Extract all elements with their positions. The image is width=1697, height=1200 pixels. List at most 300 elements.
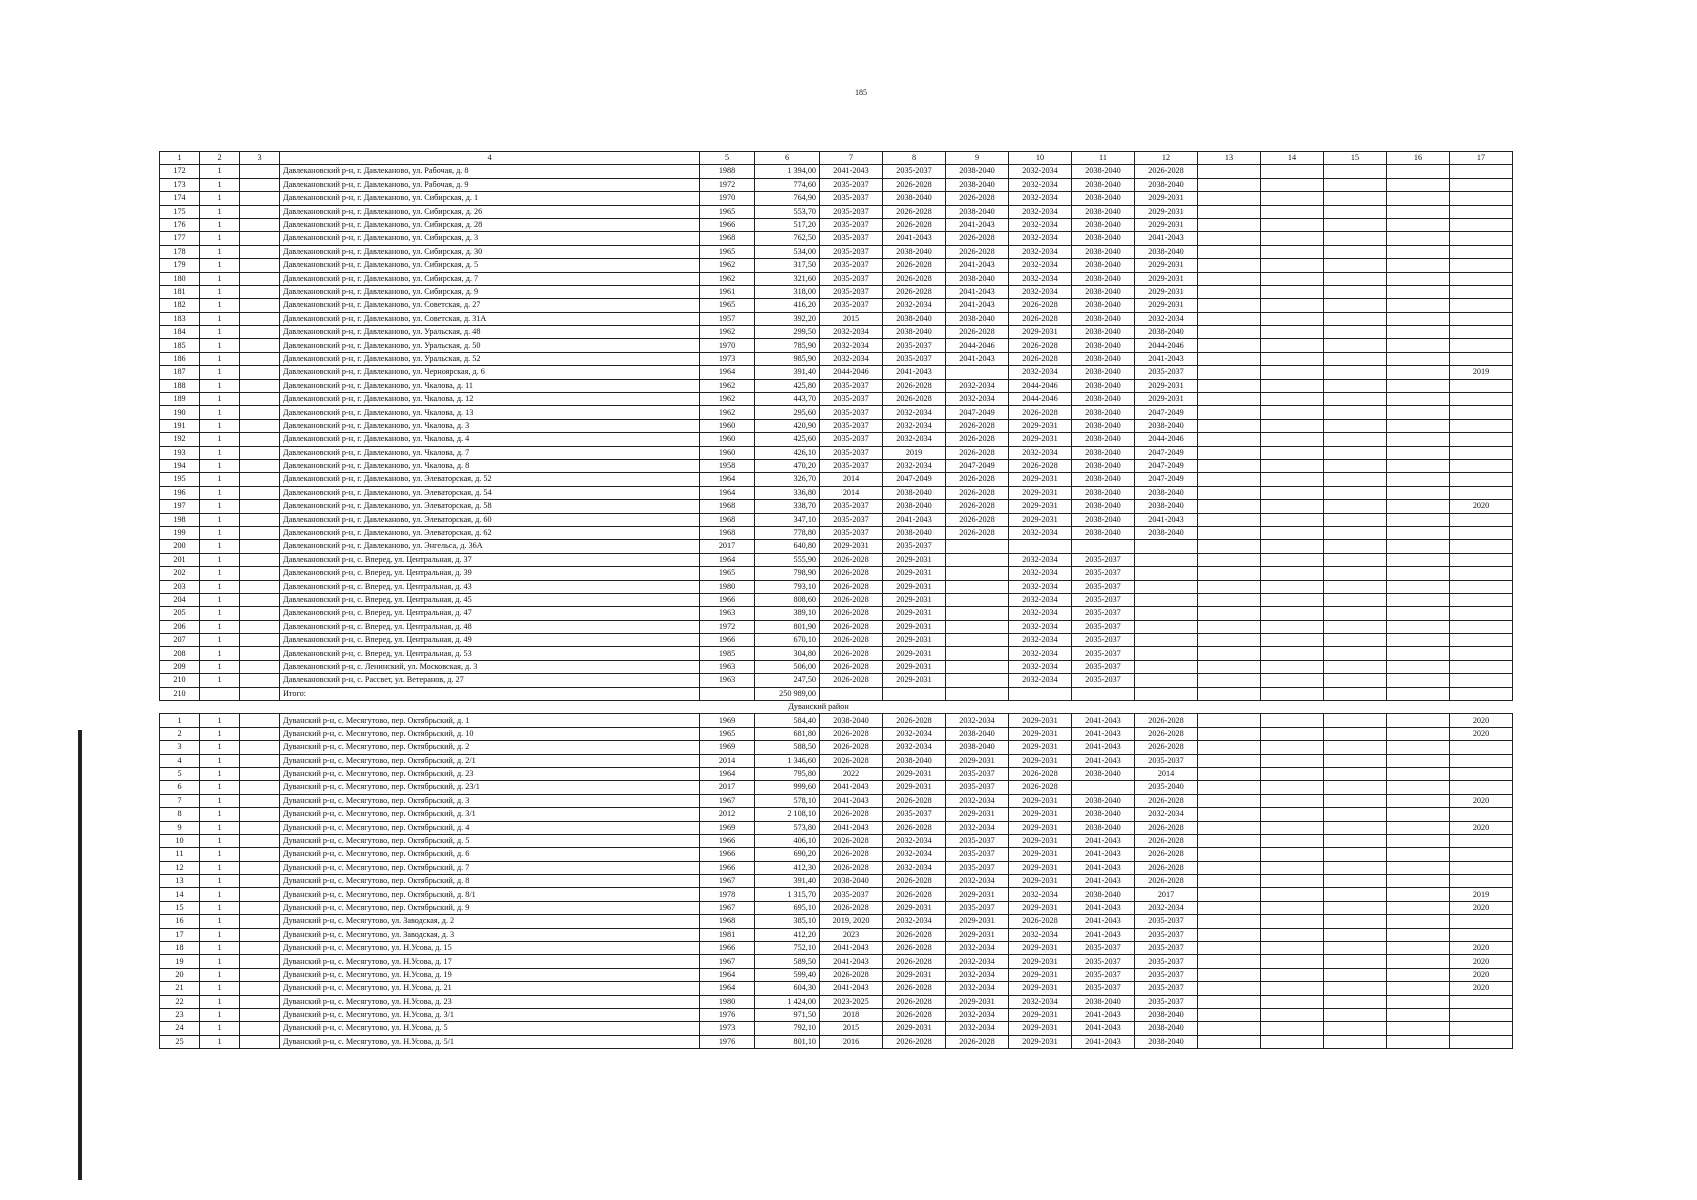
- address: Дуванский р-н, с. Месягутово, пер. Октябрьский, д. 3: [280, 794, 700, 807]
- period-10: 2029-2031: [1009, 727, 1072, 740]
- address: Дуванский р-н, с. Месягутово, пер. Октябрьский, д. 1: [280, 714, 700, 727]
- period-12: 2029-2031: [1135, 393, 1198, 406]
- col3-value: [240, 540, 280, 553]
- period-12: 2026-2028: [1135, 714, 1198, 727]
- period-11: 2038-2040: [1072, 272, 1135, 285]
- row-number: 195: [160, 473, 200, 486]
- row-number: 1: [160, 714, 200, 727]
- col3-value: [240, 366, 280, 379]
- period-10: 2032-2034: [1009, 526, 1072, 539]
- col2-value: 1: [200, 1022, 240, 1035]
- row-number: 189: [160, 393, 200, 406]
- period-9: 2041-2043: [946, 352, 1009, 365]
- area: 971,50: [755, 1009, 820, 1022]
- col3-value: [240, 580, 280, 593]
- build-year: 1988: [700, 165, 755, 178]
- period-9: 2038-2040: [946, 727, 1009, 740]
- col3-value: [240, 754, 280, 767]
- area: 774,60: [755, 178, 820, 191]
- row-number: 204: [160, 593, 200, 606]
- period-10: 2032-2034: [1009, 674, 1072, 687]
- address: Давлекановский р-н, г. Давлеканово, ул. Сибирская, д. 26: [280, 205, 700, 218]
- period-7: 2014: [820, 473, 883, 486]
- period-7: 2035-2037: [820, 272, 883, 285]
- address: Давлекановский р-н, г. Давлеканово, ул. Чкалова, д. 13: [280, 406, 700, 419]
- period-8: 2029-2031: [883, 1022, 946, 1035]
- period-8: 2032-2034: [883, 741, 946, 754]
- total-col11: [1072, 687, 1135, 700]
- period-10: 2032-2034: [1009, 888, 1072, 901]
- period-8: 2026-2028: [883, 942, 946, 955]
- period-15: [1324, 808, 1387, 821]
- table-row: [160, 942, 1513, 955]
- period-17: 2020: [1450, 821, 1513, 834]
- period-17: [1450, 808, 1513, 821]
- period-14: [1261, 674, 1324, 687]
- address: Давлекановский р-н, г. Давлеканово, ул. Энгельса, д. 36А: [280, 540, 700, 553]
- address: Давлекановский р-н, г. Давлеканово, ул. Сибирская, д. 7: [280, 272, 700, 285]
- row-number: 190: [160, 406, 200, 419]
- period-12: 2032-2034: [1135, 808, 1198, 821]
- col2-value: 1: [200, 955, 240, 968]
- period-14: [1261, 299, 1324, 312]
- period-7: 2035-2037: [820, 406, 883, 419]
- period-9: 2032-2034: [946, 982, 1009, 995]
- period-16: [1387, 901, 1450, 914]
- period-12: [1135, 674, 1198, 687]
- period-16: [1387, 326, 1450, 339]
- period-7: 2026-2028: [820, 834, 883, 847]
- period-12: [1135, 540, 1198, 553]
- period-9: 2032-2034: [946, 942, 1009, 955]
- period-17: [1450, 299, 1513, 312]
- period-8: 2029-2031: [883, 647, 946, 660]
- period-16: [1387, 942, 1450, 955]
- table-row: [160, 393, 1513, 406]
- period-9: 2041-2043: [946, 259, 1009, 272]
- period-10: 2026-2028: [1009, 915, 1072, 928]
- period-11: [1072, 540, 1135, 553]
- col3-value: [240, 674, 280, 687]
- build-year: 1962: [700, 272, 755, 285]
- total-col10: [1009, 687, 1072, 700]
- period-15: [1324, 955, 1387, 968]
- area: 778,80: [755, 526, 820, 539]
- period-11: 2038-2040: [1072, 312, 1135, 325]
- period-8: 2035-2037: [883, 540, 946, 553]
- period-15: [1324, 1035, 1387, 1048]
- build-year: 1966: [700, 848, 755, 861]
- area: 506,00: [755, 660, 820, 673]
- area: 695,10: [755, 901, 820, 914]
- table-row: [160, 754, 1513, 767]
- build-year: 2012: [700, 808, 755, 821]
- period-14: [1261, 834, 1324, 847]
- col2-value: 1: [200, 312, 240, 325]
- period-13: [1198, 205, 1261, 218]
- col3-value: [240, 928, 280, 941]
- period-15: [1324, 245, 1387, 258]
- area: 1 424,00: [755, 995, 820, 1008]
- period-11: 2038-2040: [1072, 366, 1135, 379]
- period-10: 2029-2031: [1009, 861, 1072, 874]
- period-15: [1324, 620, 1387, 633]
- table-row: [160, 794, 1513, 807]
- col3-value: [240, 620, 280, 633]
- period-17: [1450, 928, 1513, 941]
- period-7: 2022: [820, 767, 883, 780]
- column-header-16: 16: [1387, 152, 1450, 165]
- build-year: 1964: [700, 473, 755, 486]
- period-8: 2041-2043: [883, 232, 946, 245]
- period-10: 2032-2034: [1009, 660, 1072, 673]
- period-12: 2026-2028: [1135, 741, 1198, 754]
- table-row: [160, 218, 1513, 231]
- period-10: 2029-2031: [1009, 326, 1072, 339]
- period-17: [1450, 419, 1513, 432]
- period-15: [1324, 406, 1387, 419]
- period-13: [1198, 232, 1261, 245]
- period-10: 2032-2034: [1009, 620, 1072, 633]
- period-7: 2026-2028: [820, 968, 883, 981]
- row-number: 184: [160, 326, 200, 339]
- period-16: [1387, 580, 1450, 593]
- address: Давлекановский р-н, г. Давлеканово, ул. Уральская, д. 50: [280, 339, 700, 352]
- build-year: 1966: [700, 861, 755, 874]
- period-15: [1324, 352, 1387, 365]
- period-14: [1261, 526, 1324, 539]
- period-17: [1450, 446, 1513, 459]
- row-number: 15: [160, 901, 200, 914]
- period-8: 2038-2040: [883, 245, 946, 258]
- col3-value: [240, 767, 280, 780]
- period-13: [1198, 754, 1261, 767]
- period-17: [1450, 526, 1513, 539]
- period-12: 2026-2028: [1135, 834, 1198, 847]
- period-13: [1198, 1035, 1261, 1048]
- period-12: 2047-2049: [1135, 459, 1198, 472]
- address: Давлекановский р-н, г. Давлеканово, ул. Чкалова, д. 4: [280, 433, 700, 446]
- period-14: [1261, 915, 1324, 928]
- period-11: 2038-2040: [1072, 285, 1135, 298]
- period-9: 2044-2046: [946, 339, 1009, 352]
- build-year: 1962: [700, 393, 755, 406]
- period-13: [1198, 968, 1261, 981]
- period-7: 2029-2031: [820, 540, 883, 553]
- table-row: [160, 339, 1513, 352]
- period-17: [1450, 647, 1513, 660]
- row-number: 17: [160, 928, 200, 941]
- period-8: 2026-2028: [883, 218, 946, 231]
- total-col7: [820, 687, 883, 700]
- area: 517,20: [755, 218, 820, 231]
- area: 690,20: [755, 848, 820, 861]
- address: Давлекановский р-н, с. Вперед, ул. Центральная, д. 45: [280, 593, 700, 606]
- period-16: [1387, 232, 1450, 245]
- period-15: [1324, 259, 1387, 272]
- period-9: 2032-2034: [946, 1022, 1009, 1035]
- period-12: 2032-2034: [1135, 901, 1198, 914]
- build-year: 1963: [700, 607, 755, 620]
- period-17: [1450, 834, 1513, 847]
- period-8: 2029-2031: [883, 567, 946, 580]
- area: 573,80: [755, 821, 820, 834]
- area: 785,90: [755, 339, 820, 352]
- period-10: 2029-2031: [1009, 1022, 1072, 1035]
- area: 589,50: [755, 955, 820, 968]
- period-9: 2029-2031: [946, 915, 1009, 928]
- period-10: 2032-2034: [1009, 165, 1072, 178]
- period-17: [1450, 486, 1513, 499]
- col2-value: 1: [200, 218, 240, 231]
- period-10: 2029-2031: [1009, 741, 1072, 754]
- col3-value: [240, 741, 280, 754]
- period-11: 2041-2043: [1072, 915, 1135, 928]
- period-16: [1387, 540, 1450, 553]
- period-11: 2038-2040: [1072, 339, 1135, 352]
- period-17: [1450, 272, 1513, 285]
- period-7: 2035-2037: [820, 232, 883, 245]
- period-17: [1450, 540, 1513, 553]
- row-number: 207: [160, 634, 200, 647]
- col3-value: [240, 607, 280, 620]
- period-12: [1135, 553, 1198, 566]
- period-9: 2035-2037: [946, 781, 1009, 794]
- period-13: [1198, 634, 1261, 647]
- build-year: 1966: [700, 634, 755, 647]
- table-row: [160, 1035, 1513, 1048]
- period-17: [1450, 848, 1513, 861]
- period-12: 2029-2031: [1135, 205, 1198, 218]
- address: Давлекановский р-н, г. Давлеканово, ул. Сибирская, д. 28: [280, 218, 700, 231]
- period-16: [1387, 982, 1450, 995]
- address: Давлекановский р-н, г. Давлеканово, ул. Элеваторская, д. 60: [280, 513, 700, 526]
- col3-value: [240, 781, 280, 794]
- area: 999,60: [755, 781, 820, 794]
- build-year: 1985: [700, 647, 755, 660]
- period-17: [1450, 995, 1513, 1008]
- col2-value: 1: [200, 272, 240, 285]
- period-16: [1387, 419, 1450, 432]
- period-13: [1198, 901, 1261, 914]
- period-13: [1198, 781, 1261, 794]
- period-12: 2038-2040: [1135, 500, 1198, 513]
- period-17: 2020: [1450, 942, 1513, 955]
- period-15: [1324, 995, 1387, 1008]
- period-7: 2035-2037: [820, 446, 883, 459]
- period-12: 2026-2028: [1135, 821, 1198, 834]
- col2-value: 1: [200, 473, 240, 486]
- period-8: 2029-2031: [883, 767, 946, 780]
- period-8: 2026-2028: [883, 1035, 946, 1048]
- col3-value: [240, 942, 280, 955]
- build-year: 1969: [700, 821, 755, 834]
- period-13: [1198, 379, 1261, 392]
- period-12: 2047-2049: [1135, 446, 1198, 459]
- row-number: 3: [160, 741, 200, 754]
- col3-value: [240, 259, 280, 272]
- period-12: 2041-2043: [1135, 352, 1198, 365]
- period-7: 2026-2028: [820, 861, 883, 874]
- period-9: [946, 366, 1009, 379]
- row-number: 6: [160, 781, 200, 794]
- table-row: [160, 888, 1513, 901]
- period-11: 2035-2037: [1072, 674, 1135, 687]
- col3-value: [240, 808, 280, 821]
- col3-value: [240, 513, 280, 526]
- period-10: 2029-2031: [1009, 794, 1072, 807]
- period-9: 2026-2028: [946, 500, 1009, 513]
- period-15: [1324, 660, 1387, 673]
- period-15: [1324, 607, 1387, 620]
- period-11: [1072, 781, 1135, 794]
- col2-value: 1: [200, 245, 240, 258]
- period-9: 2035-2037: [946, 861, 1009, 874]
- period-13: [1198, 1022, 1261, 1035]
- period-7: 2035-2037: [820, 245, 883, 258]
- period-12: 2038-2040: [1135, 419, 1198, 432]
- period-12: 2038-2040: [1135, 178, 1198, 191]
- total-col8: [883, 687, 946, 700]
- period-11: 2038-2040: [1072, 513, 1135, 526]
- period-15: [1324, 433, 1387, 446]
- period-11: 2035-2037: [1072, 968, 1135, 981]
- address: Давлекановский р-н, г. Давлеканово, ул. Чкалова, д. 12: [280, 393, 700, 406]
- total-col17: [1450, 687, 1513, 700]
- period-13: [1198, 955, 1261, 968]
- area: 336,80: [755, 486, 820, 499]
- col2-value: 1: [200, 660, 240, 673]
- table-row: [160, 968, 1513, 981]
- period-14: [1261, 218, 1324, 231]
- table-row: [160, 433, 1513, 446]
- table-row: [160, 459, 1513, 472]
- col3-value: [240, 995, 280, 1008]
- period-14: [1261, 794, 1324, 807]
- area: 584,40: [755, 714, 820, 727]
- period-15: [1324, 205, 1387, 218]
- col2-value: 1: [200, 794, 240, 807]
- period-17: 2020: [1450, 955, 1513, 968]
- period-12: 2035-2037: [1135, 995, 1198, 1008]
- period-9: [946, 647, 1009, 660]
- period-13: [1198, 513, 1261, 526]
- col2-value: 1: [200, 928, 240, 941]
- col3-value: [240, 299, 280, 312]
- col2-value: 1: [200, 714, 240, 727]
- row-number: 203: [160, 580, 200, 593]
- period-12: 2026-2028: [1135, 165, 1198, 178]
- table-row: [160, 995, 1513, 1008]
- period-17: 2019: [1450, 366, 1513, 379]
- period-10: 2032-2034: [1009, 218, 1072, 231]
- col3-value: [240, 875, 280, 888]
- build-year: 1962: [700, 406, 755, 419]
- period-14: [1261, 741, 1324, 754]
- address: Давлекановский р-н, г. Давлеканово, ул. Уральская, д. 48: [280, 326, 700, 339]
- total-col15: [1324, 687, 1387, 700]
- table-row: [160, 299, 1513, 312]
- period-11: 2038-2040: [1072, 446, 1135, 459]
- period-13: [1198, 473, 1261, 486]
- period-9: 2038-2040: [946, 741, 1009, 754]
- col2-value: 1: [200, 767, 240, 780]
- period-15: [1324, 767, 1387, 780]
- period-10: 2029-2031: [1009, 419, 1072, 432]
- col3-value: [240, 232, 280, 245]
- address: Дуванский р-н, с. Месягутово, пер. Октябрьский, д. 23/1: [280, 781, 700, 794]
- col3-value: [240, 486, 280, 499]
- period-14: [1261, 875, 1324, 888]
- period-8: 2038-2040: [883, 500, 946, 513]
- build-year: 1962: [700, 379, 755, 392]
- col3-value: [240, 660, 280, 673]
- period-13: [1198, 259, 1261, 272]
- address: Давлекановский р-н, г. Давлеканово, ул. Черноярская, д. 6: [280, 366, 700, 379]
- table-row: [160, 486, 1513, 499]
- period-14: [1261, 459, 1324, 472]
- col2-value: 1: [200, 834, 240, 847]
- period-17: [1450, 607, 1513, 620]
- column-header-8: 8: [883, 152, 946, 165]
- period-9: [946, 620, 1009, 633]
- table-row: [160, 647, 1513, 660]
- period-10: 2026-2028: [1009, 299, 1072, 312]
- period-9: 2035-2037: [946, 834, 1009, 847]
- row-number: 12: [160, 861, 200, 874]
- period-11: 2038-2040: [1072, 419, 1135, 432]
- col2-value: 1: [200, 419, 240, 432]
- period-17: 2020: [1450, 968, 1513, 981]
- period-11: 2038-2040: [1072, 218, 1135, 231]
- period-8: 2032-2034: [883, 433, 946, 446]
- period-16: [1387, 352, 1450, 365]
- area: 247,50: [755, 674, 820, 687]
- period-8: 2029-2031: [883, 580, 946, 593]
- period-12: 2035-2037: [1135, 366, 1198, 379]
- period-9: 2029-2031: [946, 995, 1009, 1008]
- period-17: [1450, 754, 1513, 767]
- col2-value: 1: [200, 326, 240, 339]
- period-10: 2032-2034: [1009, 593, 1072, 606]
- period-15: [1324, 218, 1387, 231]
- table-row: [160, 326, 1513, 339]
- build-year: 1960: [700, 446, 755, 459]
- table-row: [160, 205, 1513, 218]
- period-10: 2029-2031: [1009, 1035, 1072, 1048]
- period-12: [1135, 647, 1198, 660]
- period-9: 2041-2043: [946, 218, 1009, 231]
- period-8: 2026-2028: [883, 393, 946, 406]
- period-9: 2047-2049: [946, 459, 1009, 472]
- address: Давлекановский р-н, г. Давлеканово, ул. Элеваторская, д. 54: [280, 486, 700, 499]
- address: Давлекановский р-н, г. Давлеканово, ул. Советская, д. 31А: [280, 312, 700, 325]
- row-number: 13: [160, 875, 200, 888]
- period-15: [1324, 942, 1387, 955]
- period-11: 2038-2040: [1072, 299, 1135, 312]
- col3-value: [240, 205, 280, 218]
- build-year: 1964: [700, 366, 755, 379]
- period-11: 2035-2037: [1072, 647, 1135, 660]
- period-17: [1450, 767, 1513, 780]
- address: Дуванский р-н, с. Месягутово, ул. Н.Усова, д. 3/1: [280, 1009, 700, 1022]
- row-number: 25: [160, 1035, 200, 1048]
- period-10: 2029-2031: [1009, 942, 1072, 955]
- period-11: 2035-2037: [1072, 634, 1135, 647]
- period-17: [1450, 620, 1513, 633]
- period-11: 2041-2043: [1072, 834, 1135, 847]
- address: Дуванский р-н, с. Месягутово, пер. Октябрьский, д. 8: [280, 875, 700, 888]
